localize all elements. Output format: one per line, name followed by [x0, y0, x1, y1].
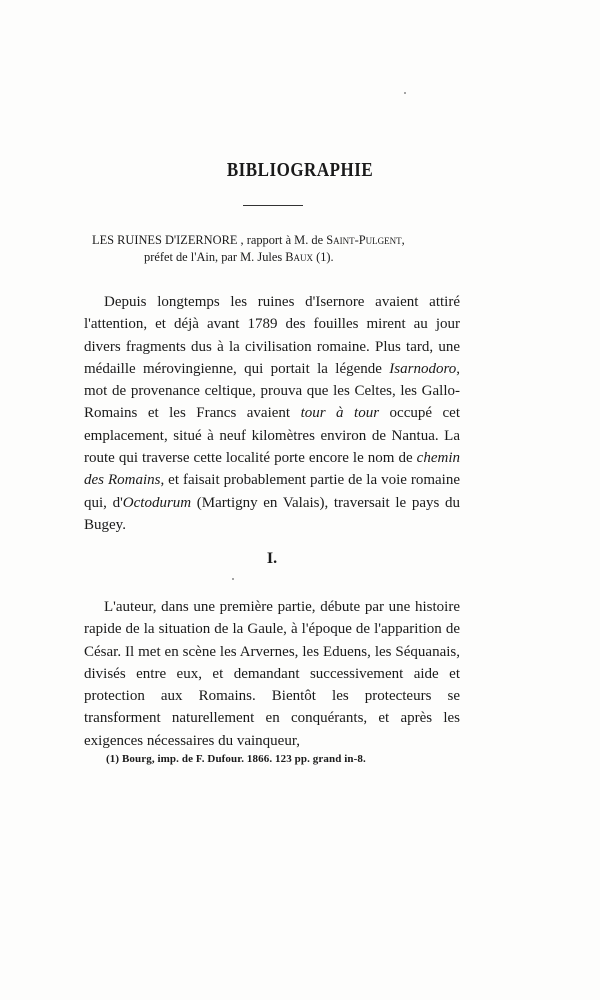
heading-divider [243, 205, 303, 206]
footnote: (1) Bourg, imp. de F. Dufour. 1866. 123 pp. grand in-8. [106, 753, 366, 765]
paper-speck [232, 578, 234, 580]
italic-term: Isarnodoro [389, 360, 457, 377]
citation-footnote-ref: (1). [313, 250, 334, 264]
text-run: (Martigny en Valais), traversait le pays du Bugey. [84, 494, 461, 533]
italic-term: Octodurum [122, 494, 192, 511]
citation-line-2 [92, 249, 452, 266]
italic-term: tour à tour [300, 405, 380, 422]
citation-name: Saint-Pulgent, [326, 233, 405, 247]
paragraph-intro [84, 291, 460, 536]
text-run: , et faisait probablement partie de la voie romaine qui, d' [84, 472, 461, 511]
citation-author: Baux [285, 250, 314, 264]
page-heading: BIBLIOGRAPHIE [226, 158, 374, 181]
text-run: , mot de provenance celtique, prouva que les Celtes, les Gallo-Romains et les Francs avaient [84, 360, 460, 422]
citation-text-2: préfet de l'Ain, par M. Jules [144, 250, 286, 264]
italic-term: chemin des Romains [84, 450, 460, 489]
book-citation [92, 232, 452, 266]
citation-title: LES RUINES D'IZERNORE , [92, 233, 244, 247]
paper-speck [404, 92, 406, 94]
paragraph-section-1: L'auteur, dans une première partie, débute par une histoire rapide de la situation de la Gaule, à l'époque de l'apparition de César. Il met en scène les Arvernes, les Eduens, les Séquanais, divisés entre eux, et demandant successivement aide et protection aux Romains. Bientôt les protecteurs se transforment naturellement en conquérants, et après les exigences nécessaires du vainqueur, [84, 599, 460, 749]
citation-text: rapport à M. de [243, 233, 327, 247]
section-number: I. [266, 550, 278, 567]
text-run: occupé cet emplacement, situé à neuf kilomètres environ de Nantua. La route qui traverse cette localité porte encore le nom de [84, 405, 460, 467]
text-run: Depuis longtemps les ruines d'Isernore avaient attiré l'attention, et déjà avant 1789 des fouilles mirent au jour divers fragments dus à la civilisation romaine. Plus tard, une médaille mérovingienne, qui portait la légende [84, 294, 460, 377]
